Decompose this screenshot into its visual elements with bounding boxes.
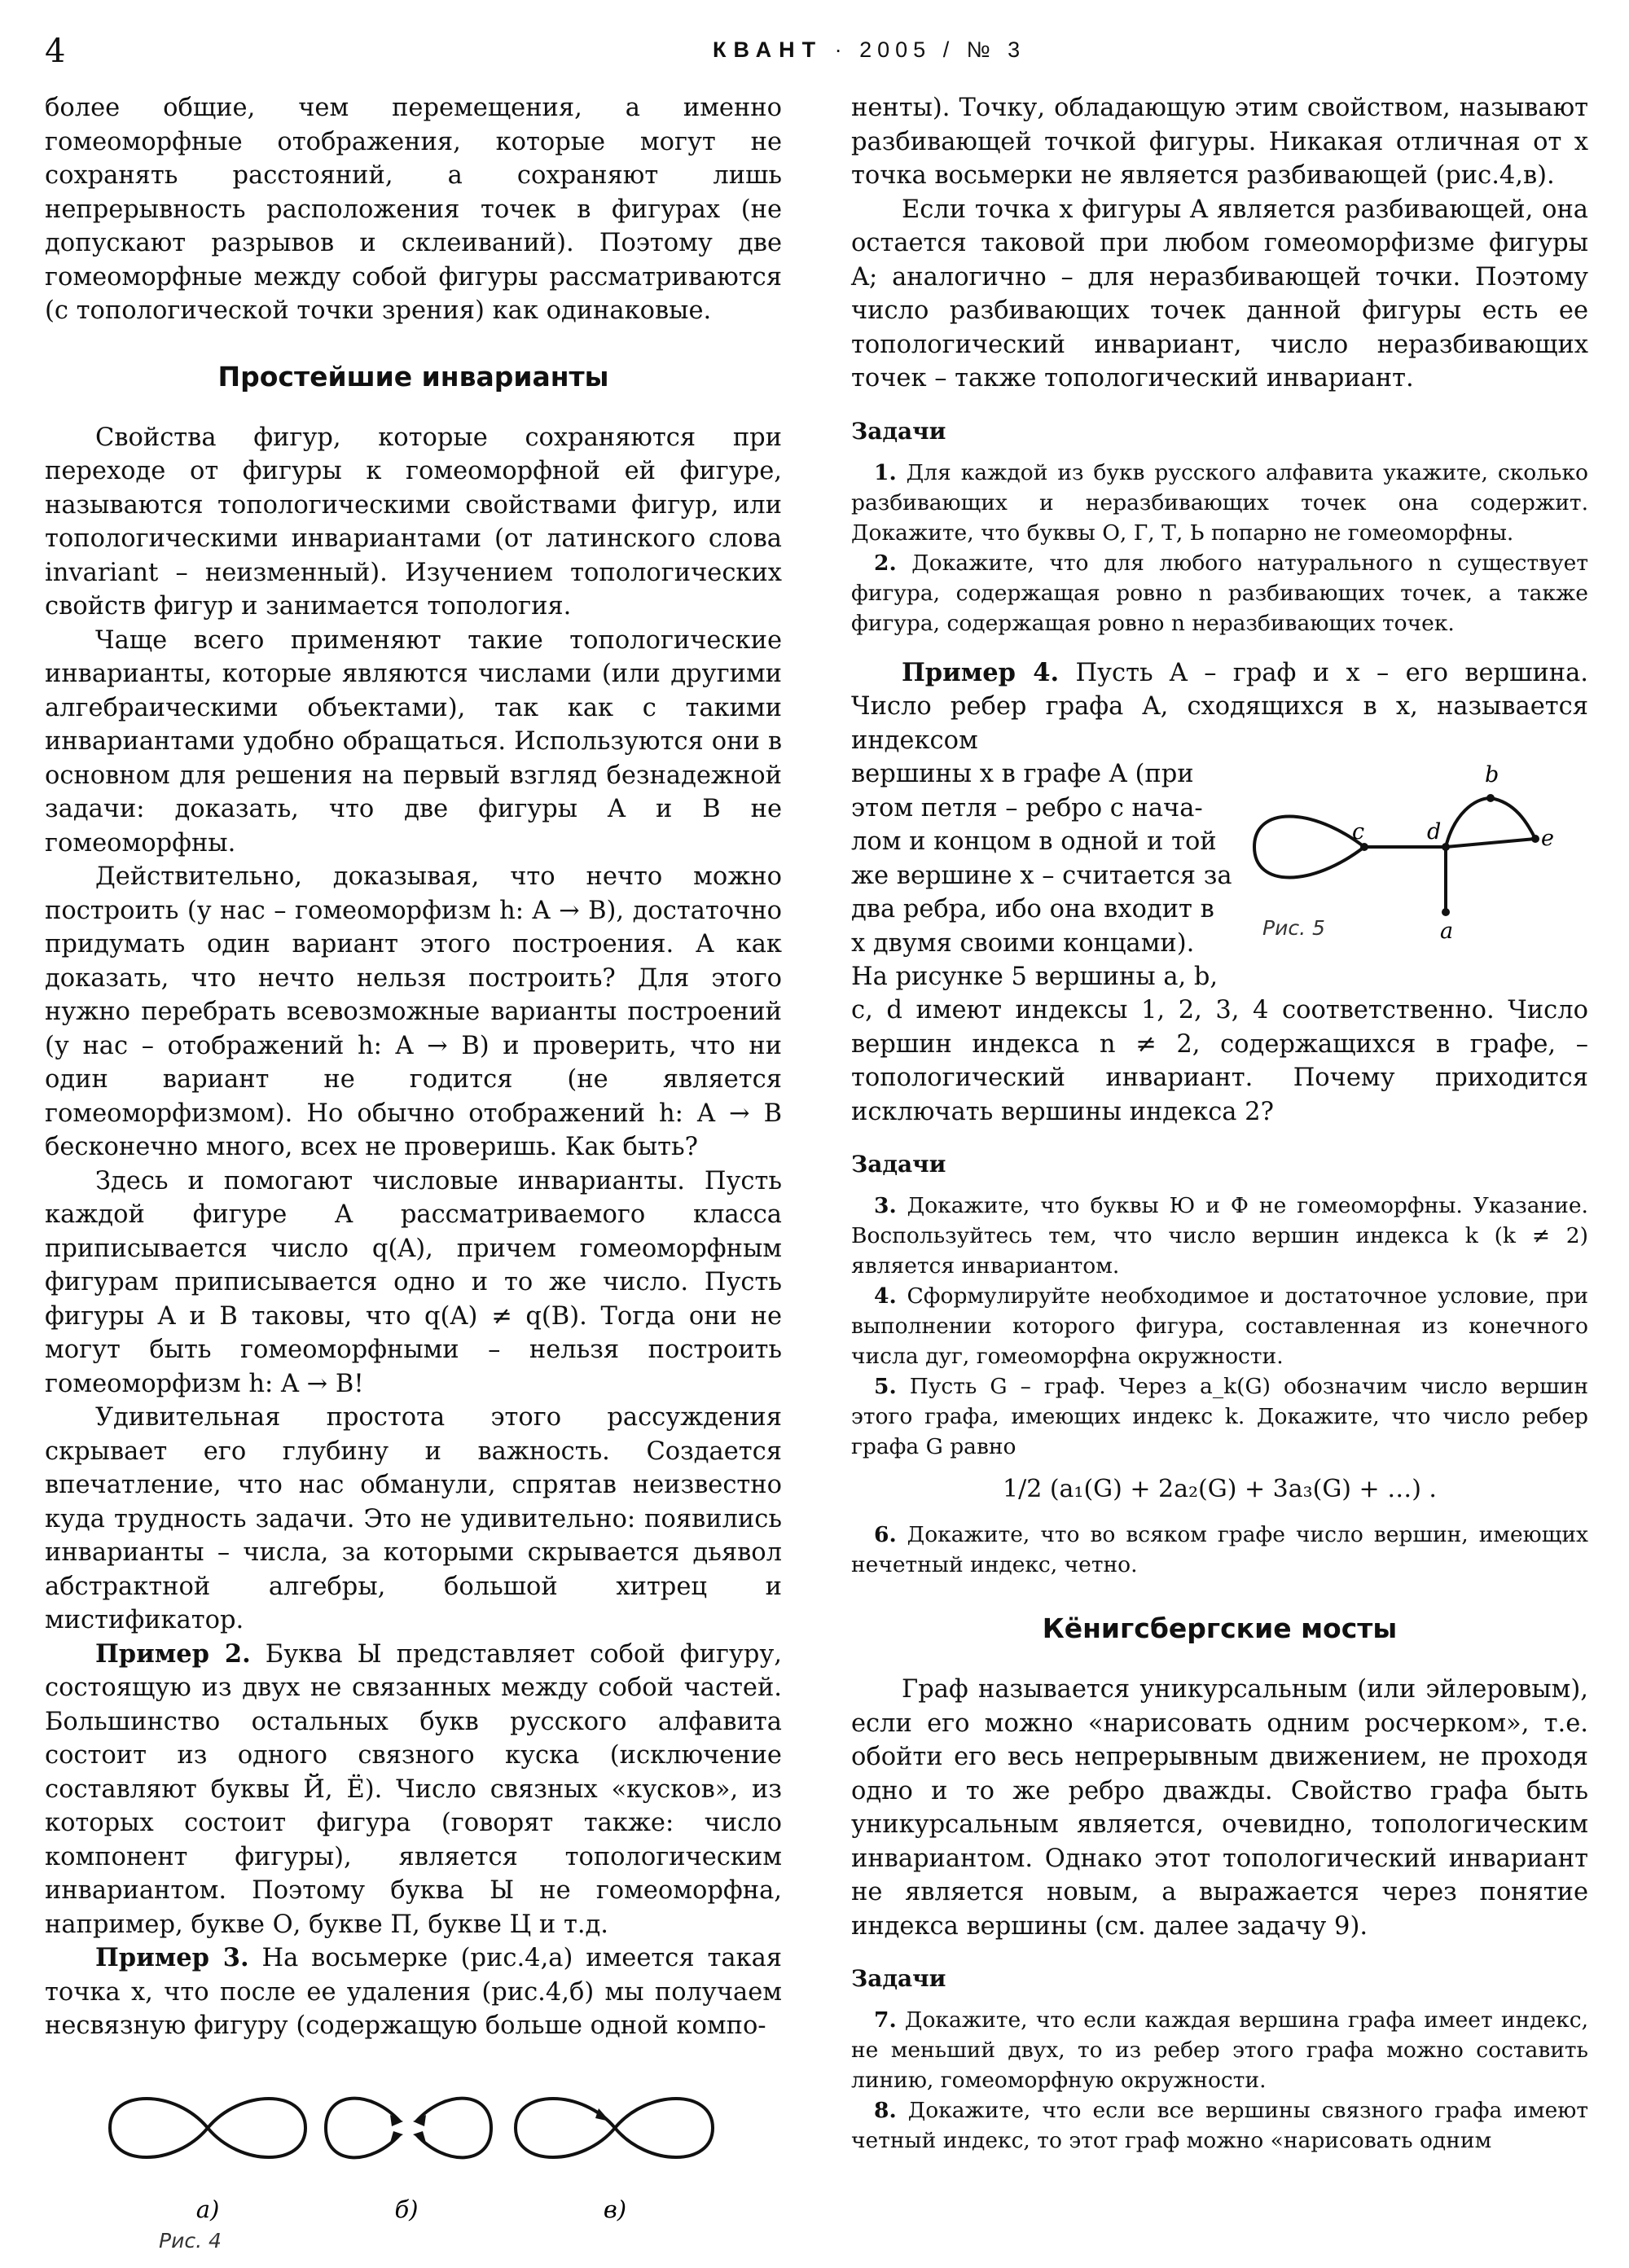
task-number: 4. [874,1283,897,1309]
paragraph: Чаще всего применяют такие топологические инварианты, которые являются числами (или другими алгебраическими объектами), так как с такими инвариантами удобно обращаться. Используются они в основном для решения на первый взгляд безнадежной задачи: доказать, что две фигуры A и B не гомеоморфны. [45,625,782,858]
vertex-label-d: d [1427,819,1442,844]
fig4-label-c: в) [603,2195,627,2223]
example-4-wrap [851,757,1588,994]
paragraph: Удивительная простота этого рассуждения скрывает его глубину и важность. Создается впечатление, что нас обманули, спрятав неизвестно куда трудность задачи. Это не удивительно: появились инварианты – числа, за которыми скрывается дьявол абстрактной алгебры, большой хитрец и мистификатор. [45,1403,782,1634]
task-number: 5. [874,1374,897,1399]
paragraph: Здесь и помогают числовые инварианты. Пусть каждой фигуре A рассматриваемого класса приписывается число q(A), причем гомеоморфным фигурам приписывается одно и то же число. Пусть фигуры A и B таковы, что q(A) ≠ q(B). Тогда они не могут быть гомеоморфными – нельзя построить гомеоморфизм h: A → B! [45,1166,782,1398]
task-7 [851,2005,1588,2095]
formula: 1/2 (a₁(G) + 2a₂(G) + 3a₃(G) + …) . [1003,1475,1437,1503]
example-text: На восьмерке (рис.4,а) имеется такая точка x, что после ее удаления (рис.4,б) мы получаем несвязную фигуру (содержащую больше одной компо- [45,1944,783,2040]
task-text: Докажите, что если все вершины связного графа имеют четный индекс, то этот граф можно «нарисовать одним [851,2098,1588,2153]
task-text: Для каждой из букв русского алфавита укажите, сколько разбивающих и неразбивающих точек она содержит. Докажите, что буквы О, Г, Т, Ь попарно не гомеоморфны. [851,459,1588,546]
arrow-icon [595,2108,610,2121]
graph-vertex-a [1442,908,1450,916]
paragraph: более общие, чем перемещения, а именно гомеоморфные отображения, которые могут не сохранять расстояний, а сохраняют лишь непрерывность расположения точек в фигурах (не допускают разрывов и склеиваний). Поэтому две гомеоморфные между собой фигуры рассматриваются (с топологической точки зрения) как одинаковые. [45,94,782,325]
example-label: Пример 2. [95,1638,251,1669]
left-column [45,91,782,2268]
figure-4 [45,2081,782,2268]
text-line: На рисунке 5 вершины a, b, [851,963,1218,991]
text-line: два ребра, ибо она входит в [851,895,1214,923]
example-4-lines [851,757,1234,994]
fig4-label-a: а) [195,2195,220,2223]
paragraph: Свойства фигур, которые сохраняются при переходе от фигуры к гомеоморфной ей фигуре, называются топологическими свойствами фигур, или топологическими инвариантами (от латинского слова invariant – неизменный). Изучением топологических свойств фигур и занимается топология. [45,423,782,621]
task-5 [851,1371,1588,1462]
graph-edge-d-e [1446,839,1535,847]
example-text: Буква Ы представляет собой фигуру, состоящую из двух не связанных между собой частей. Большинство остальных букв русского алфавита состоит из одного связного куска (исключение составляют буквы Й, Ё). Число связных «кусков», из которых состоит фигура (говорят также: число компонент фигуры), является топологическим инвариантом. Поэтому буква Ы не гомеоморфна, например, букве О, букве П, букве Ц и т.д. [45,1639,782,1939]
example-label: Пример 4. [902,657,1060,687]
figure-eight-c [516,2099,713,2157]
vertex-label-c: c [1352,819,1365,844]
figure-5 [1246,757,1588,969]
tasks-heading: Задачи [851,1151,946,1178]
task-3 [851,1191,1588,1281]
right-column [851,91,1588,2156]
task-2 [851,548,1588,638]
task-number: 6. [874,1522,897,1547]
section-heading-invariants: Простейшие инварианты [217,360,609,393]
paragraph: c, d имеют индексы 1, 2, 3, 4 соответственно. Число вершин индекса n ≠ 2, содержащихся в графе, – топологический инвариант. Почему приходится исключать вершины индекса 2? [851,996,1588,1126]
tasks-heading: Задачи [851,417,946,445]
page-number: 4 [45,33,66,70]
task-4 [851,1281,1588,1371]
graph-vertex-d [1442,843,1450,851]
figure-eight-b-left [326,2098,400,2157]
tasks-heading: Задачи [851,1965,946,1992]
task-6 [851,1520,1588,1580]
task-number: 8. [874,2098,897,2123]
paragraph: Если точка x фигуры A является разбивающей, она остается таковой при любом гомеоморфизме фигуры A; аналогично – для неразбивающей точки. Поэтому число разбивающих точек данной фигуры есть ее топологический инвариант, число неразбивающих точек – также топологический инвариант. [851,195,1588,393]
example-3 [45,1941,782,2043]
text-line: вершины x в графе A (при [851,760,1194,788]
task-1 [851,458,1588,548]
fig4-caption: Рис. 4 [159,2228,222,2253]
text-line: x двумя своими концами). [851,928,1195,958]
vertex-label-e: e [1541,826,1554,851]
example-4 [851,656,1588,758]
page-header [45,33,1584,81]
graph-vertex-b [1486,794,1495,802]
graph-vertex-e [1531,835,1539,843]
task-text: Пусть G – граф. Через a_k(G) обозначим число вершин этого графа, имеющих индекс k. Докажите, что число ребер графа G равно [851,1374,1588,1459]
task-text: Докажите, что буквы Ю и Ф не гомеоморфны. Указание. Воспользуйтесь тем, что число вершин индекса k (k ≠ 2) является инвариантом. [851,1193,1588,1279]
graph-edge-d-b [1446,798,1491,847]
journal-issue [713,37,1025,63]
graph-edge-b-e [1491,798,1535,839]
issue-number: · 2005 / № 3 [834,37,1026,62]
arrow-icon [390,2131,403,2143]
task-text: Докажите, что для любого натурального n существует фигура, содержащая ровно n разбивающих точек, а также фигура, содержащая ровно n неразбивающих точек. [851,550,1588,636]
paragraph: ненты). Точку, обладающую этим свойством, называют разбивающей точкой фигуры. Никакая отличная от x точка восьмерки не является разбивающей (рис.4,в). [851,94,1588,190]
vertex-label-a: a [1440,919,1454,944]
example-text: Пусть A – граф и x – его вершина. Число ребер графа A, сходящихся в x, называется индексом [851,658,1588,755]
text-line: же вершине x – считается за [851,861,1232,890]
task-number: 7. [874,2007,897,2033]
journal-title: КВАНТ [713,37,823,62]
text-line: этом петля – ребро с нача- [851,793,1203,823]
paragraph: Граф называется уникурсальным (или эйлеровым), если его можно «нарисовать одним росчерком», т.е. обойти его весь непрерывным движением, не проходя одно и то же ребро дважды. Свойство графа быть уникурсальным является, очевидно, топологическим инвариантом. Однако этот топологический инвариант не является новым, а выражается через понятие индекса вершины (см. далее задачу 9). [851,1675,1588,1941]
arrow-icon [413,2131,426,2143]
example-label: Пример 3. [95,1943,249,1972]
task-number: 1. [874,459,897,485]
fig4-label-b: б) [394,2195,419,2223]
task-number: 3. [874,1193,897,1218]
graph-loop-c [1254,817,1364,878]
task-number: 2. [874,550,897,576]
example-2 [45,1638,782,1942]
text-line: лом и концом в одной и той [851,827,1217,856]
task-8 [851,2095,1588,2156]
task-text: Сформулируйте необходимое и достаточное условие, при выполнении которого фигура, составленная из конечного числа дуг, гомеоморфна окружности. [851,1283,1588,1369]
vertex-label-b: b [1485,762,1499,787]
figure-eight-b-right [416,2098,491,2157]
paragraph: Действительно, доказывая, что нечто можно построить (у нас – гомеоморфизм h: A → B), достаточно придумать один вариант этого построения. А как доказать, что нечто нельзя построить? Для этого нужно перебрать всевозможные варианты построений (у нас – отображений h: A → B) и проверить, что ни один вариант не годится (не является гомеоморфизмом). Но обычно отображений h: A → B бесконечно много, всех не проверишь. Как быть? [45,862,782,1161]
task-text: Докажите, что во всяком графе число вершин, имеющих нечетный индекс, четно. [851,1522,1588,1577]
section-heading-bridges: Кёнигсбергские мосты [1042,1612,1398,1644]
fig5-caption: Рис. 5 [1262,916,1325,940]
figure-eight-a [110,2099,305,2157]
task-text: Докажите, что если каждая вершина графа имеет индекс, не меньший двух, то из ребер этого графа можно составить линию, гомеоморфную окружности. [851,2007,1588,2093]
